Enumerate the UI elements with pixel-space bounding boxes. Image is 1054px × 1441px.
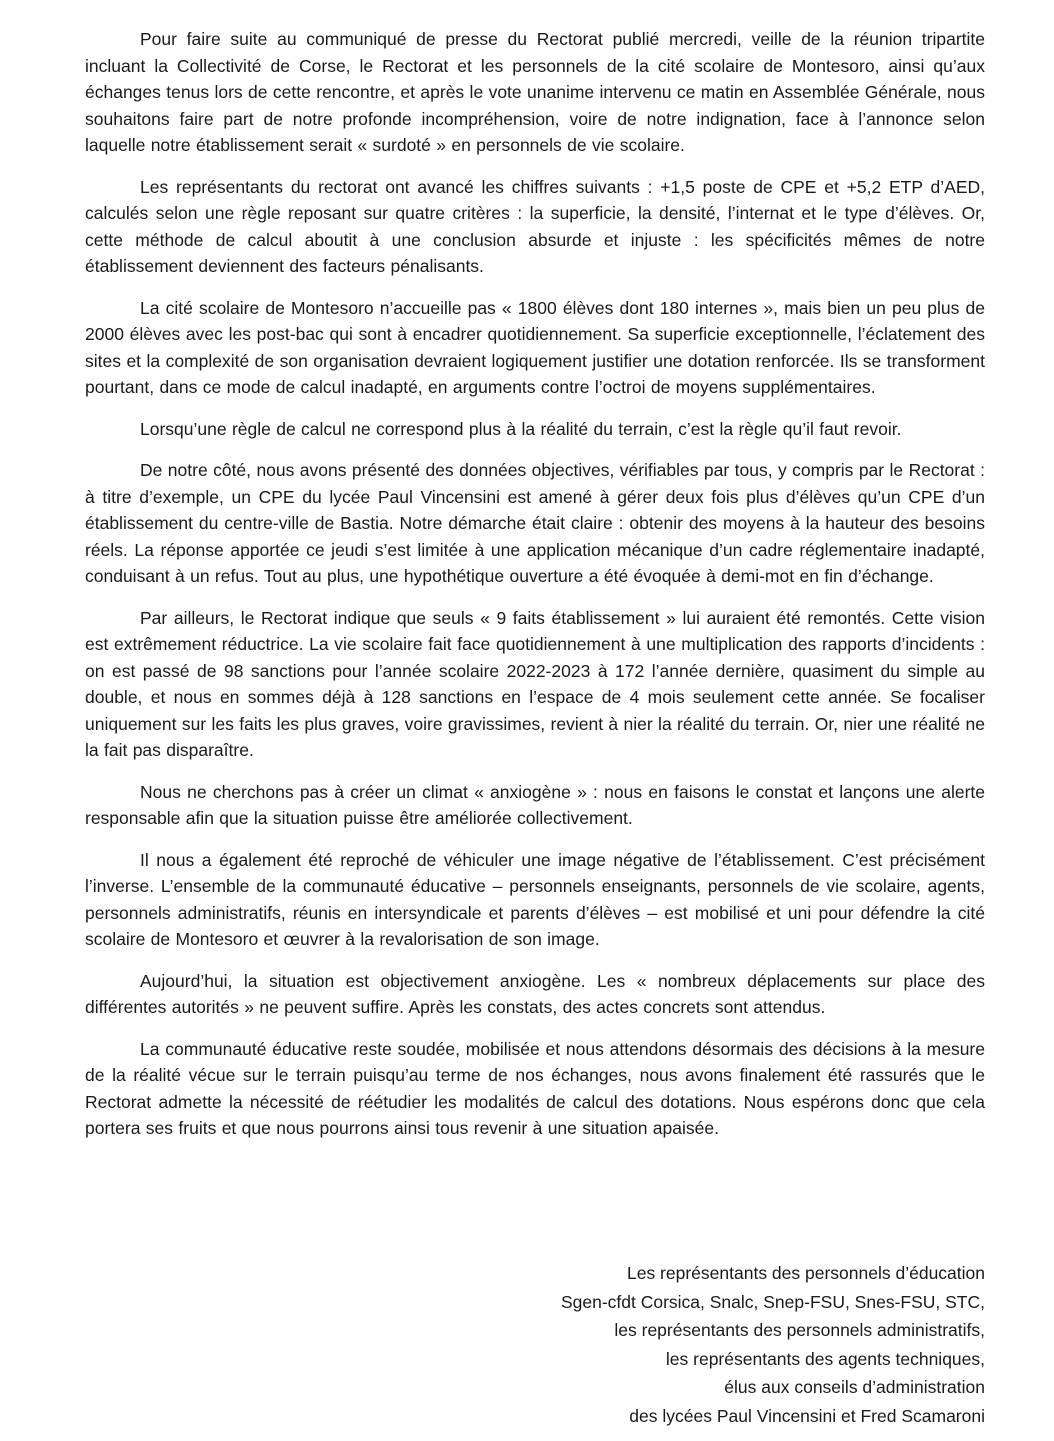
body-paragraph: Lorsqu’une règle de calcul ne correspond plus à la réalité du terrain, c’est la règle qu’il faut revoir. [140,418,902,439]
signature-line: les représentants des personnels administratifs, [614,1320,985,1340]
document-body [85,26,985,1142]
body-paragraph: De notre côté, nous avons présenté des données objectives, vérifiables par tous, y compris par le Rectorat : à titre d’exemple, un CPE du lycée Paul Vincensini est amené à gérer deux fois plus d’élèves qu’un CPE d’un établissement du centre-ville de Bastia. Notre démarche était claire : obtenir des moyens à la hauteur des besoins réels. La réponse apportée ce jeudi s’est limitée à une application mécanique d’un cadre réglementaire inadapté, conduisant à un refus. Tout au plus, une hypothétique ouverture a été évoquée à demi-mot en fin d’échange. [85,460,985,586]
body-paragraph: Par ailleurs, le Rectorat indique que seuls « 9 faits établissement » lui auraient été remontés. Cette vision est extrêmement réductrice. La vie scolaire fait face quotidiennement à une multiplication des rapports d’incidents : on est passé de 98 sanctions pour l’année scolaire 2022-2023 à 172 l’année dernière, quasiment du simple au double, et nous en sommes déjà à 128 sanctions en l’espace de 4 mois seulement cette année. Se focaliser uniquement sur les faits les plus graves, voire gravissimes, revient à nier la réalité du terrain. Or, nier une réalité ne la fait pas disparaître. [85,607,986,760]
signature-line: les représentants des agents techniques, [665,1348,985,1369]
body-paragraph: Nous ne cherchons pas à créer un climat « anxiogène » : nous en faisons le constat et lançons une alerte responsable afin que la situation puisse être améliorée collectivement. [85,781,985,828]
signature-line: Les représentants des personnels d’éducation [626,1263,985,1283]
signature-line: élus aux conseils d’administration [724,1377,985,1397]
signature-block [85,1259,985,1430]
body-paragraph: Les représentants du rectorat ont avancé les chiffres suivants : +1,5 poste de CPE et +5,2 ETP d’AED, calculés selon une règle reposant sur quatre critères : la superficie, la densité, l’internat et le type d’élèves. Or, cette méthode de calcul aboutit à une conclusion absurde et injuste : les spécificités mêmes de notre établissement deviennent des facteurs pénalisants. [85,176,985,276]
body-paragraph: Il nous a également été reproché de véhiculer une image négative de l’établissement. C’est précisément l’inverse. L’ensemble de la communauté éducative – personnels enseignants, personnels de vie scolaire, agents, personnels administratifs, réunis en intersyndicale et parents d’élèves – est mobilisé et uni pour défendre la cité scolaire de Montesoro et œuvrer à la revalorisation de son image. [85,849,985,949]
body-paragraph: La communauté éducative reste soudée, mobilisée et nous attendons désormais des décisions à la mesure de la réalité vécue sur le terrain puisqu’au terme de nos échanges, nous avons finalement été rassurés que le Rectorat admette la nécessité de réétudier les modalités de calcul des dotations. Nous espérons donc que cela portera ses fruits et que nous pourrons ainsi tous revenir à une situation apaisée. [85,1038,985,1138]
signature-line: Sgen-cfdt Corsica, Snalc, Snep-FSU, Snes-FSU, STC, [560,1291,985,1312]
body-paragraph: Pour faire suite au communiqué de presse du Rectorat publié mercredi, veille de la réunion tripartite incluant la Collectivité de Corse, le Rectorat et les personnels de la cité scolaire de Montesoro, ainsi qu’aux échanges tenus lors de cette rencontre, et après le vote unanime intervenu ce matin en Assemblée Générale, nous souhaitons faire part de notre profonde incompréhension, voire de notre indignation, face à l’annonce selon laquelle notre établissement serait « surdoté » en personnels de vie scolaire. [85,29,985,155]
body-paragraph: La cité scolaire de Montesoro n’accueille pas « 1800 élèves dont 180 internes », mais bien un peu plus de 2000 élèves avec les post-bac qui sont à encadrer quotidiennement. Sa superficie exceptionnelle, l’éclatement des sites et la complexité de son organisation devraient logiquement justifier une dotation renforcée. Ils se transforment pourtant, dans ce mode de calcul inadapté, en arguments contre l’octroi de moyens supplémentaires. [85,297,985,397]
body-paragraph: Aujourd’hui, la situation est objectivement anxiogène. Les « nombreux déplacements sur place des différentes autorités » ne peuvent suffire. Après les constats, des actes concrets sont attendus. [85,970,985,1017]
signature-line: des lycées Paul Vincensini et Fred Scamaroni [629,1405,985,1426]
